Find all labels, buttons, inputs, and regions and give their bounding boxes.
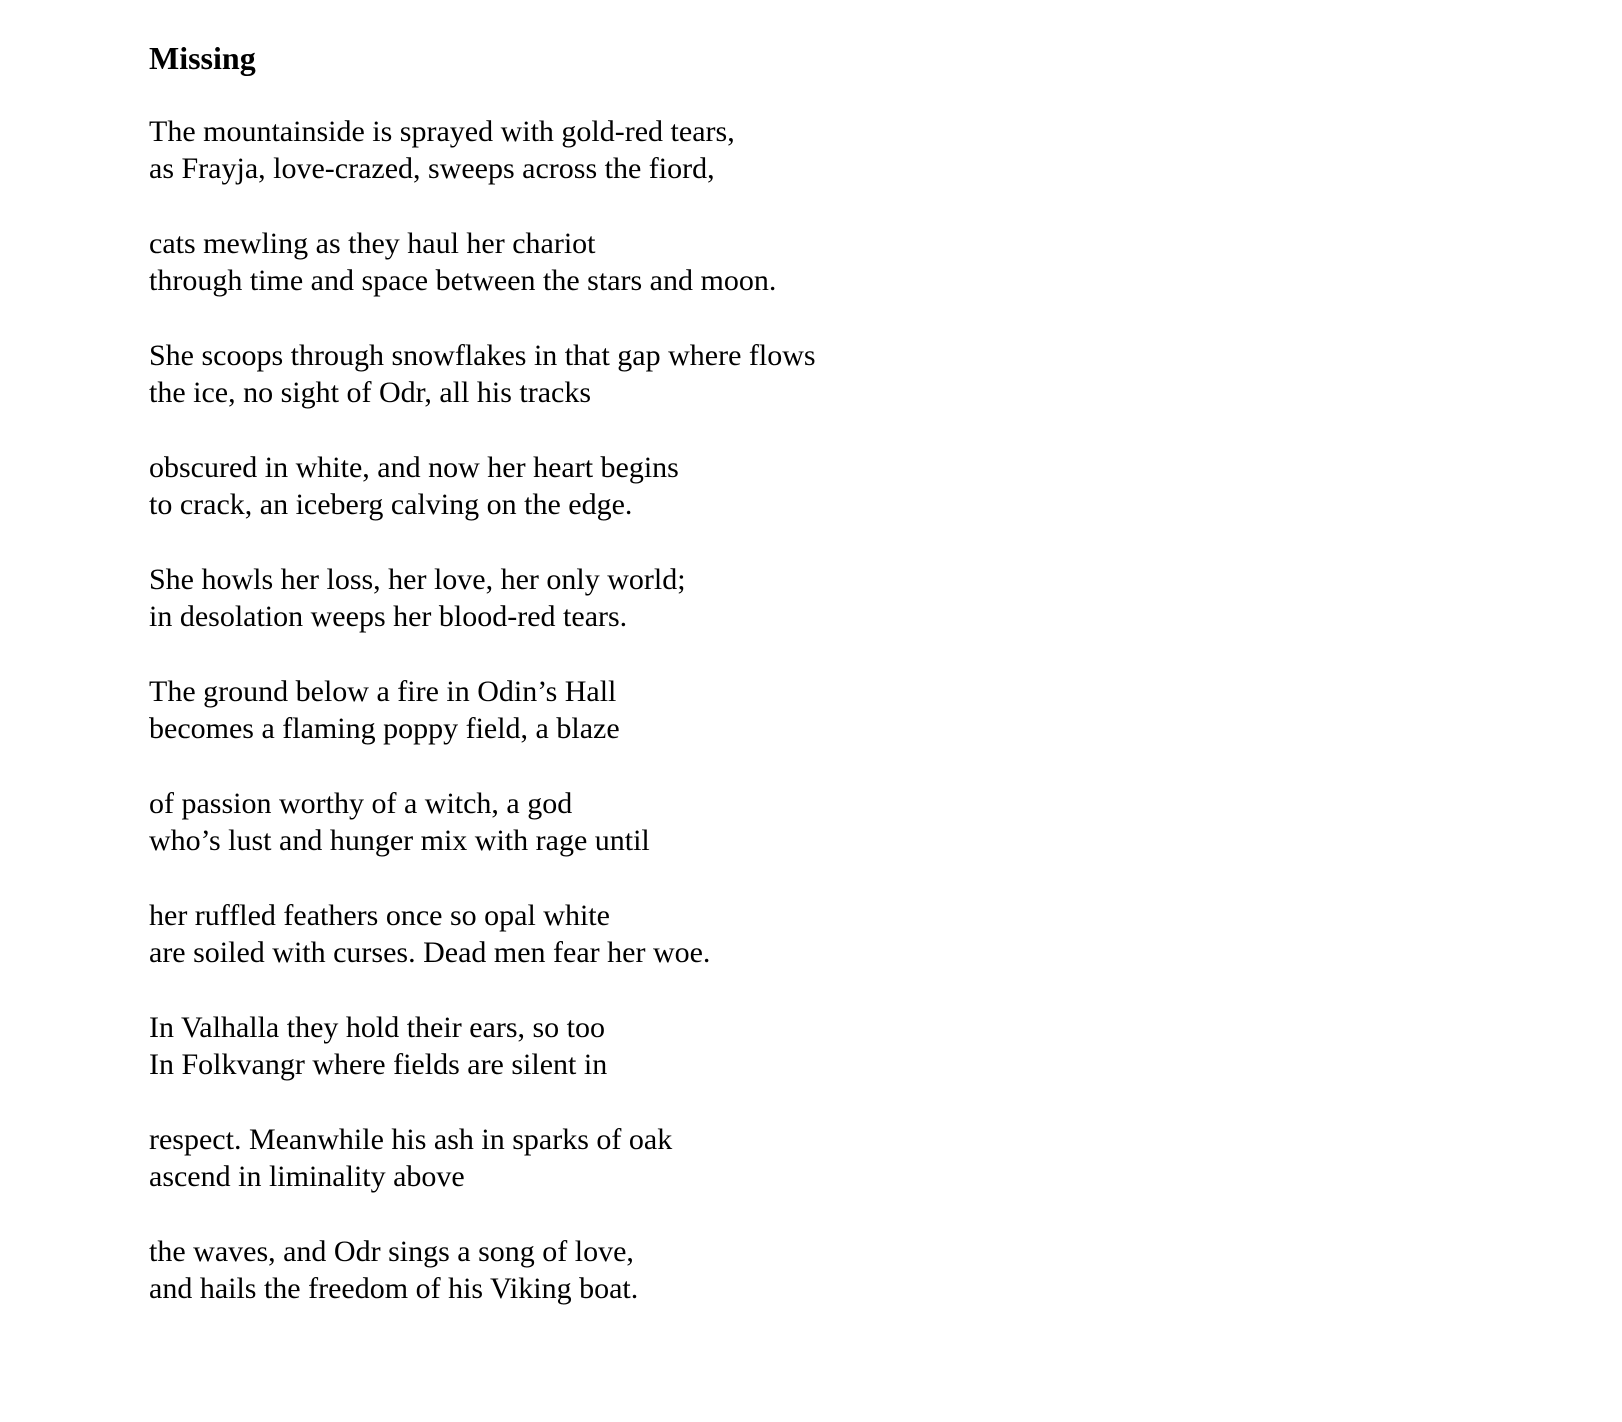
- stanza-3: [149, 337, 1349, 411]
- stanza-5: [149, 561, 1349, 635]
- poem-line: The mountainside is sprayed with gold-red tears,: [149, 115, 735, 148]
- poem-line: The ground below a fire in Odin’s Hall: [149, 675, 617, 708]
- poem-line: to crack, an iceberg calving on the edge.: [149, 488, 633, 521]
- poem-line: the waves, and Odr sings a song of love,: [149, 1235, 634, 1268]
- stanza-4: [149, 449, 1349, 523]
- poem-line: who’s lust and hunger mix with rage until: [149, 824, 650, 857]
- poem-line: She howls her loss, her love, her only world;: [149, 563, 686, 596]
- document-page: [149, 36, 1349, 1345]
- poem-line: She scoops through snowflakes in that gap where flows: [149, 339, 816, 372]
- poem-line: In Folkvangr where fields are silent in: [149, 1048, 608, 1081]
- stanza-11: [149, 1233, 1349, 1307]
- stanza-9: [149, 1009, 1349, 1083]
- poem-line: of passion worthy of a witch, a god: [149, 787, 573, 820]
- poem-line: ascend in liminality above: [149, 1160, 465, 1193]
- stanza-8: [149, 897, 1349, 971]
- poem-line: in desolation weeps her blood-red tears.: [149, 600, 628, 633]
- poem-line: the ice, no sight of Odr, all his tracks: [149, 376, 592, 409]
- stanza-7: [149, 785, 1349, 859]
- poem-line: In Valhalla they hold their ears, so too: [149, 1011, 606, 1044]
- poem-line: becomes a flaming poppy field, a blaze: [149, 712, 620, 745]
- poem-line: and hails the freedom of his Viking boat.: [149, 1272, 639, 1305]
- poem-line: respect. Meanwhile his ash in sparks of oak: [149, 1123, 673, 1156]
- stanza-6: [149, 673, 1349, 747]
- poem-line: as Frayja, love-crazed, sweeps across the fiord,: [149, 152, 715, 185]
- poem-line: are soiled with curses. Dead men fear her woe.: [149, 936, 711, 969]
- poem-line: through time and space between the stars and moon.: [149, 264, 777, 297]
- poem-body: [149, 113, 1349, 1307]
- stanza-2: [149, 225, 1349, 299]
- poem-line: cats mewling as they haul her chariot: [149, 227, 596, 260]
- stanza-1: [149, 113, 1349, 187]
- poem-title: Missing: [149, 40, 256, 76]
- poem-line: obscured in white, and now her heart begins: [149, 451, 679, 484]
- stanza-10: [149, 1121, 1349, 1195]
- poem-line: her ruffled feathers once so opal white: [149, 899, 610, 932]
